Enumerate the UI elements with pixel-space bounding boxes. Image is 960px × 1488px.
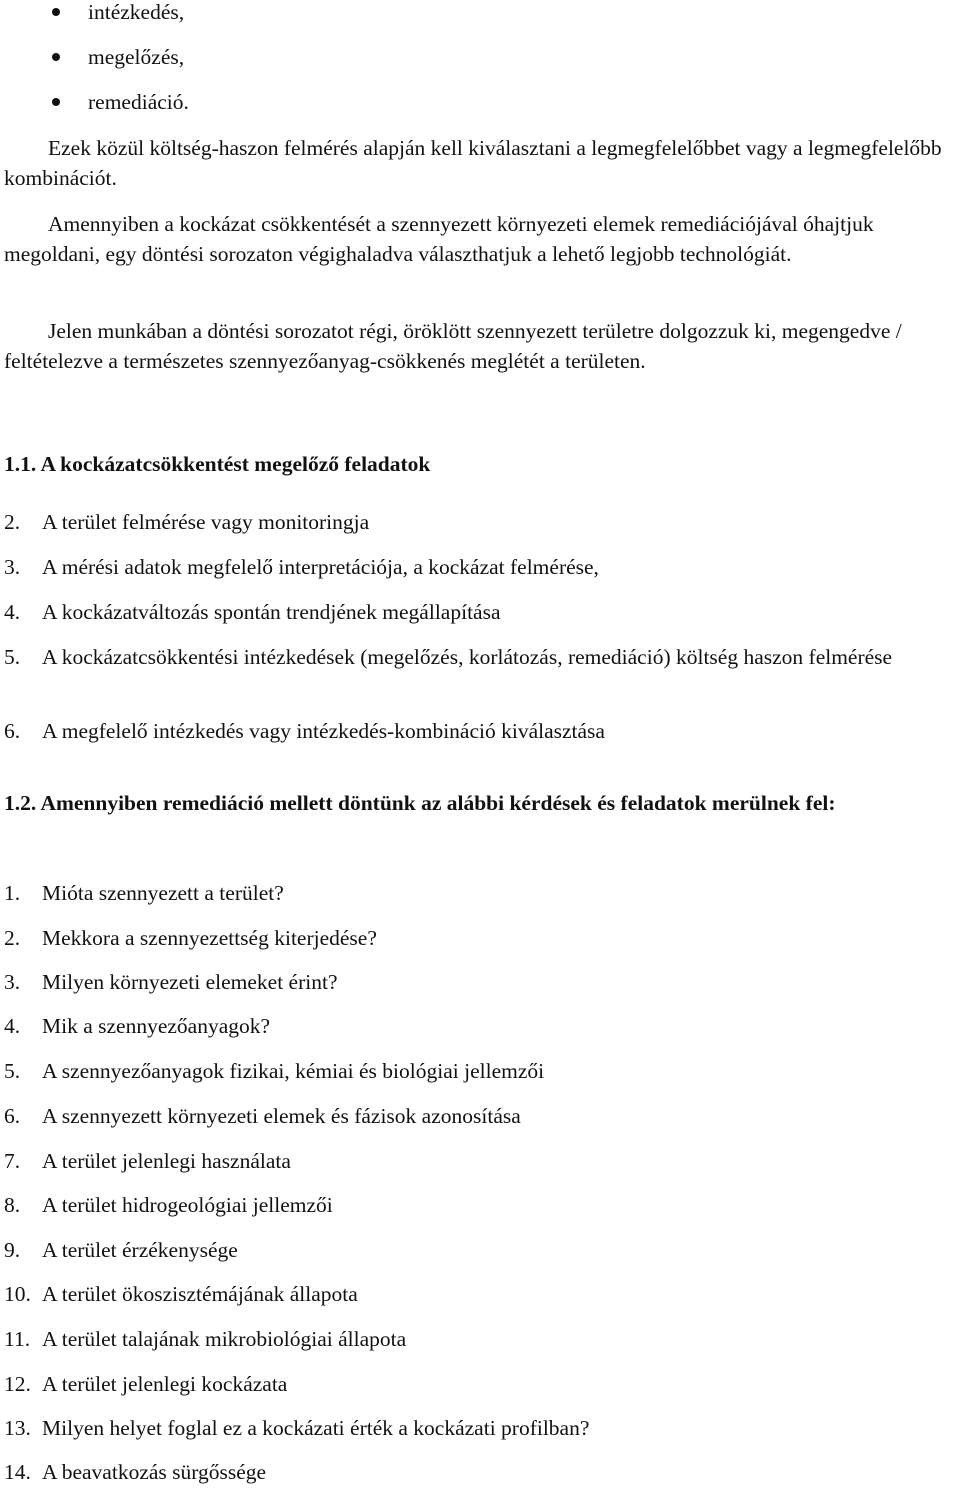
list-number: 11. bbox=[4, 1327, 31, 1351]
list-number: 2. bbox=[4, 926, 21, 950]
list-number: 8. bbox=[4, 1193, 21, 1217]
bullet-dot bbox=[52, 53, 60, 61]
list-text: A terület jelenlegi használata bbox=[42, 1149, 291, 1173]
list-number: 4. bbox=[4, 600, 21, 624]
bullet-text: megelőzés, bbox=[88, 45, 185, 69]
bullet-dot bbox=[52, 98, 60, 106]
list-text: Mik a szennyezőanyagok? bbox=[42, 1014, 271, 1038]
list-text: Milyen környezeti elemeket érint? bbox=[42, 970, 338, 994]
list-text: A terület jelenlegi kockázata bbox=[42, 1372, 288, 1396]
list-text: A szennyezőanyagok fizikai, kémiai és biológiai jellemzői bbox=[42, 1059, 545, 1083]
bullet-text: intézkedés, bbox=[88, 0, 185, 24]
list-text: A terület felmérése vagy monitoringja bbox=[42, 510, 370, 534]
list-number: 10. bbox=[4, 1282, 31, 1306]
list-number: 9. bbox=[4, 1238, 21, 1262]
bullet-text: remediáció. bbox=[88, 90, 189, 114]
paragraph-cost-benefit: Ezek közül költség-haszon felmérés alapján kell kiválasztani a legmegfelelőbbet vagy a legmegfelelőbb kombinációt. bbox=[4, 136, 942, 190]
list-text: Mióta szennyezett a terület? bbox=[42, 881, 284, 905]
list-number: 5. bbox=[4, 645, 21, 669]
list-text: Mekkora a szennyezettség kiterjedése? bbox=[42, 926, 377, 950]
list-number: 12. bbox=[4, 1372, 31, 1396]
list-text: A terület ökoszisztémájának állapota bbox=[42, 1282, 358, 1306]
list-text: A kockázatcsökkentési intézkedések (megelőzés, korlátozás, remediáció) költség haszon felmérése bbox=[42, 645, 893, 669]
bullet-item bbox=[0, 87, 900, 117]
list-text: A terület hidrogeológiai jellemzői bbox=[42, 1193, 333, 1217]
list-text: A terület érzékenysége bbox=[42, 1238, 238, 1262]
section-heading-1-1: 1.1. A kockázatcsökkentést megelőző feladatok bbox=[4, 452, 431, 476]
list-text: A mérési adatok megfelelő interpretációja, a kockázat felmérése, bbox=[42, 555, 599, 579]
list-number: 3. bbox=[4, 555, 21, 579]
list-number: 3. bbox=[4, 970, 21, 994]
list-number: 4. bbox=[4, 1014, 21, 1038]
list-number: 7. bbox=[4, 1149, 21, 1173]
bullet-dot bbox=[52, 8, 60, 16]
paragraph-remediation-choice: Amennyiben a kockázat csökkentését a szennyezett környezeti elemek remediációjával óhajtjuk megoldani, egy döntési sorozaton végighaladva választhatjuk a lehető legjobb technológiát. bbox=[4, 212, 874, 266]
list-number: 6. bbox=[4, 719, 21, 743]
bullet-item bbox=[0, 0, 900, 27]
list-number: 5. bbox=[4, 1059, 21, 1083]
list-text: A kockázatváltozás spontán trendjének megállapítása bbox=[42, 600, 501, 624]
list-number: 2. bbox=[4, 510, 21, 534]
list-text: A megfelelő intézkedés vagy intézkedés-kombináció kiválasztása bbox=[42, 719, 605, 743]
list-text: A szennyezett környezeti elemek és fázisok azonosítása bbox=[42, 1104, 521, 1128]
section-heading-1-2: 1.2. Amennyiben remediáció mellett döntünk az alábbi kérdések és feladatok merülnek fel: bbox=[4, 791, 836, 815]
list-text: Milyen helyet foglal ez a kockázati érték a kockázati profilban? bbox=[42, 1416, 590, 1440]
list-number: 14. bbox=[4, 1460, 31, 1484]
list-number: 1. bbox=[4, 881, 21, 905]
list-number: 13. bbox=[4, 1416, 31, 1440]
list-number: 6. bbox=[4, 1104, 21, 1128]
list-text: A terület talajának mikrobiológiai állapota bbox=[42, 1327, 407, 1351]
bullet-item bbox=[0, 42, 900, 72]
list-text: A beavatkozás sürgőssége bbox=[42, 1460, 267, 1484]
paragraph-scope: Jelen munkában a döntési sorozatot régi, öröklött szennyezett területre dolgozzuk ki, megengedve / feltételezve a természetes szennyezőanyag-csökkenés meglétét a területen. bbox=[4, 319, 902, 373]
